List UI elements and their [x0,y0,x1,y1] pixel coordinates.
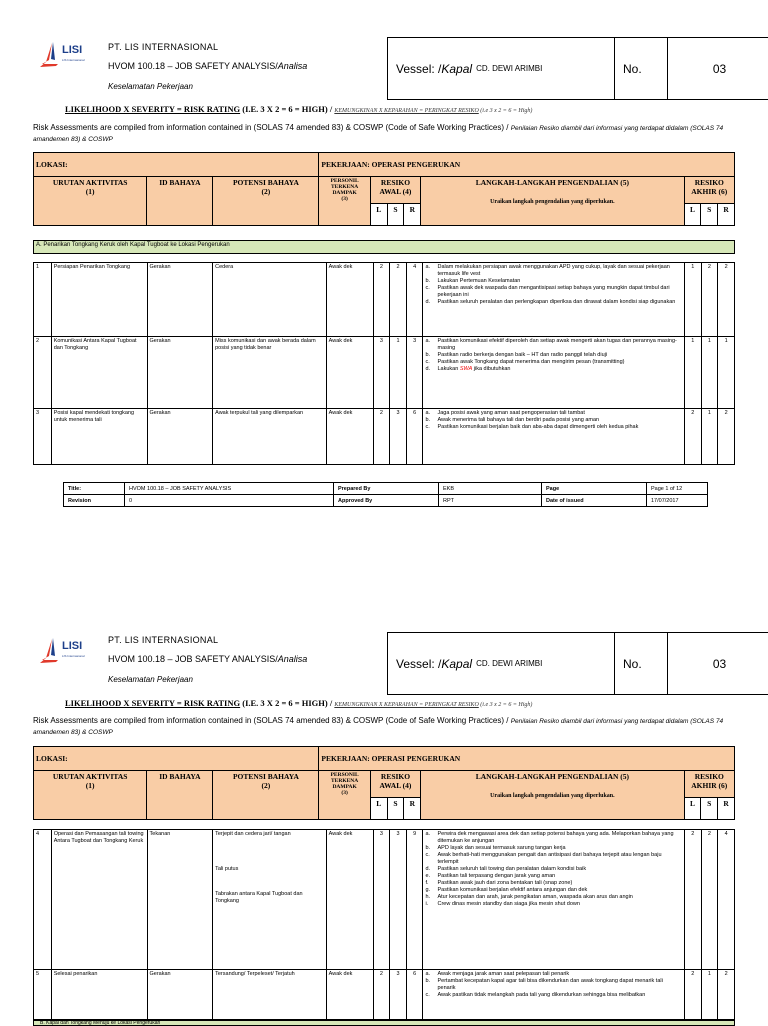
company-logo [40,40,96,72]
jsa-table-page-2 [33,829,735,1020]
number-label: No. [615,38,668,99]
pekerjaan-label: PEKERJAAN: OPERASI PENGERUKAN [319,747,735,771]
jsa-table-header: LOKASI: PEKERJAAN: OPERASI PENGERUKAN URUTAN AKTIVITAS (1) ID BAHAYA POTENSI BAHAYA (2) PERSONIL TERKENA DAMPAK (3) RESIKO AWAL (4) LANGKAH-LANGKAH PENGENDALIAN (5) Uraikan langkah pengendalian yang diperlukan. RESIKO AKHIR (6) L S R L S R [33,746,735,820]
risk-assessment-note: Risk Assessments are compiled from information contained in (SOLAS 74 amended 83) & COSWP (Code of Safe Working Practices) / Penilaian Resiko diambil dari informasi yang terdapat didalam (SOLAS 74 amandemen 83) & COSWP [33,716,724,736]
col-langkah: LANGKAH-LANGKAH PENGENDALIAN (5) Uraikan langkah pengendalian yang diperlukan. [421,177,684,226]
vessel-field: Vessel: / Kapal CD. DEWI ARIMBI [388,38,615,99]
col-personil: PERSONIL TERKENA DAMPAK (3) [319,771,370,820]
table-row: 3 Posisi kapal mendekati tongkang untuk menerima tali Gerakan Awak terpukul tali yang dilemparkan Awak dek 2 3 6 a. Jaga posisi awak yang aman saat pengoperasian tali tambat b. Awak menerima tali bahaya tali dan berdiri pada posisi yang aman c. Pastikan komunikasi berjalan baik dan aba-aba dapat dimengerti oleh kedua pihak 2 1 2 [34,409,735,465]
logo-swoosh-icon [40,42,60,68]
risk-assessment-note: Risk Assessments are compiled from information contained in (SOLAS 74 amended 83) & COSWP (Code of Safe Working Practices) / Penilaian Resiko diambil dari informasi yang terdapat didalam (SOLAS 74 amandemen 83) & COSWP [33,123,724,143]
table-row: 5 Selesai penarikan Gerakan Tersandung/ Terpeleset/ Terjatuh Awak dek 2 3 6 a. Awak menjaga jarak aman saat pelepasan tali penarik b. Pertambat kecepatan kapal agar tali bisa dikendurkan dan awak tongkang dapat menarik tali penarik c. Awak pastikan tidak melangkah pada tali yang dikendurkan sehingga bisa melibatkan 2 1 2 [34,970,735,1020]
company-name: PT. LIS INTERNASIONAL [108,635,219,645]
number-value: 03 [712,656,727,671]
document-code: HVOM 100.18 – JOB SAFETY ANALYSIS/Analisa [108,654,308,664]
col-resiko-akhir: RESIKO AKHIR (6) [684,177,734,204]
col-potensi: POTENSI BAHAYA (2) [213,771,319,820]
vessel-field: Vessel: / Kapal CD. DEWI ARIMBI [388,633,615,694]
jsa-table-header: LOKASI: PEKERJAAN: OPERASI PENGERUKAN URUTAN AKTIVITAS (1) ID BAHAYA POTENSI BAHAYA (2) PERSONIL TERKENA DAMPAK (3) RESIKO AWAL (4) LANGKAH-LANGKAH PENGENDALIAN (5) Uraikan langkah pengendalian yang diperlukan. RESIKO AKHIR (6) L S R L S R [33,152,735,226]
col-potensi: POTENSI BAHAYA (2) [213,177,319,226]
table-row: 2 Komunikasi Antara Kapal Tugboat dan Tongkang Gerakan Miss komunikasi dan awak berada dalam posisi yang tidak benar Awak dek 3 1 3 a. Pastikan komunikasi efektif diperoleh dan setiap awak mengerti akan tugas dan perannya masing-masing b. Pastikan radio berkerja dengan baik – HT dan radio panggil telah diuji c. Pastikan awak Tongkang dapat menerima dan mengirim pesan (transmitting) d. Lakukan SWA jika dibutuhkan 1 1 1 [34,337,735,409]
document-code: HVOM 100.18 – JOB SAFETY ANALYSIS/Analisa [108,61,308,71]
col-urutan: URUTAN AKTIVITAS (1) [34,177,147,226]
jsa-table-page-1 [33,240,735,465]
lokasi-label: LOKASI: [34,747,319,771]
col-id-bahaya: ID BAHAYA [147,771,213,820]
lokasi-label: LOKASI: [34,153,319,177]
table-row: 4 Operasi dan Pemasangan tali towing Antara Tugboat dan Tongkang Keruk Tekanan Terjepit dan cedera jari/ tangan Tali putus Tabrakan antara Kapal Tugboat dan Tongkang Awak dek 3 3 9 a. Perwira dek mengawasi area dek dan setiap potensi bahaya yang ada. Melaporkan bahaya yang ditemukan ke anjungan b. APD layak dan sesuai termasuk sarung tangan kerja c. Awak berhati-hati menggunakan pengait dan antisipasi dari bahaya terjepit atau lengan baju terlempit d. Pastikan seluruh tali towing dan peralatan dalam kondisi baik e. Pastikan tali terpasang dengan jarak yang aman f. Pastikan awak jauh dari zona bentakan tali (snap zone) g. Pastikan komunikasi berjalan efektif antara anjungan dan dek h. Atur kecepatan dan arah, jarak pengikatan aman, waspada akan arus dan angin i. Crew dinas mesin standby dan siaga jika mesin shut down 2 2 4 [34,830,735,970]
logo-text: LISI [62,44,83,56]
risk-formula: LIKELIHOOD X SEVERITY = RISK RATING (I.E. 3 X 2 = 6 = HIGH) / KEMUNGKINAN X KEPARAHAN = PERINGKAT RESIKO (i.e 3 x 2 = 6 = High) [65,698,533,708]
vessel-box [387,632,768,695]
section-a-title: A. Penarikan Tongkang Keruk oleh Kapal Tugboat ke Lokasi Pengerukan [34,241,735,254]
col-resiko-awal: RESIKO AWAL (4) [370,771,420,798]
logo-text: LISI [62,640,83,652]
logo-swoosh-icon [40,638,60,664]
logo-subtext: LIS Internasional [62,654,85,658]
col-langkah: LANGKAH-LANGKAH PENGENDALIAN (5) Uraikan langkah pengendalian yang diperlukan. [421,771,684,820]
number-value: 03 [712,61,727,76]
logo-subtext: LIS Internasional [62,58,85,62]
risk-formula: LIKELIHOOD X SEVERITY = RISK RATING (I.E. 3 X 2 = 6 = HIGH) / KEMUNGKINAN X KEPARAHAN = PERINGKAT RESIKO (i.e 3 x 2 = 6 = High) [65,104,533,114]
col-personil: PERSONIL TERKENA DAMPAK (3) [319,177,370,226]
vessel-box [387,37,768,100]
table-row: 1 Persiapan Penarikan Tongkang Gerakan Cedera Awak dek 2 2 4 a. Dalam melakukan persiapan awak menggunakan APD yang cukup, layak dan sesuai pekerjaan termasuk life vest b. Lakukan Pertemuan Keselamatan c. Pastikan awak dek waspada dan mengantisipasi setiap bahaya yang mungkin dapat timbul dari pekerjaan ini d. Pastikan seluruh peralatan dan perlengkapan diperiksa dan dirawat dalam kondisi siap digunakan 1 2 2 [34,263,735,337]
number-label: No. [615,633,668,694]
company-logo [40,636,96,668]
pekerjaan-label: PEKERJAAN: OPERASI PENGERUKAN [319,153,735,177]
col-id-bahaya: ID BAHAYA [147,177,213,226]
document-subtitle: Keselamatan Pekerjaan [108,82,193,91]
col-urutan: URUTAN AKTIVITAS (1) [34,771,147,820]
document-subtitle: Keselamatan Pekerjaan [108,675,193,684]
col-resiko-akhir: RESIKO AKHIR (6) [684,771,734,798]
col-resiko-awal: RESIKO AWAL (4) [370,177,420,204]
section-b-title: B. Kapal dan Tongkang Menuju ke Lokasi Pengerukan [33,1020,735,1026]
document-footer: Title: HVOM 100.18 – JOB SAFETY ANALYSIS Prepared By EKB Page Page 1 of 12 Revision 0 Approved By RPT Date of issued 17/07/2017 [63,482,708,507]
company-name: PT. LIS INTERNASIONAL [108,42,219,52]
